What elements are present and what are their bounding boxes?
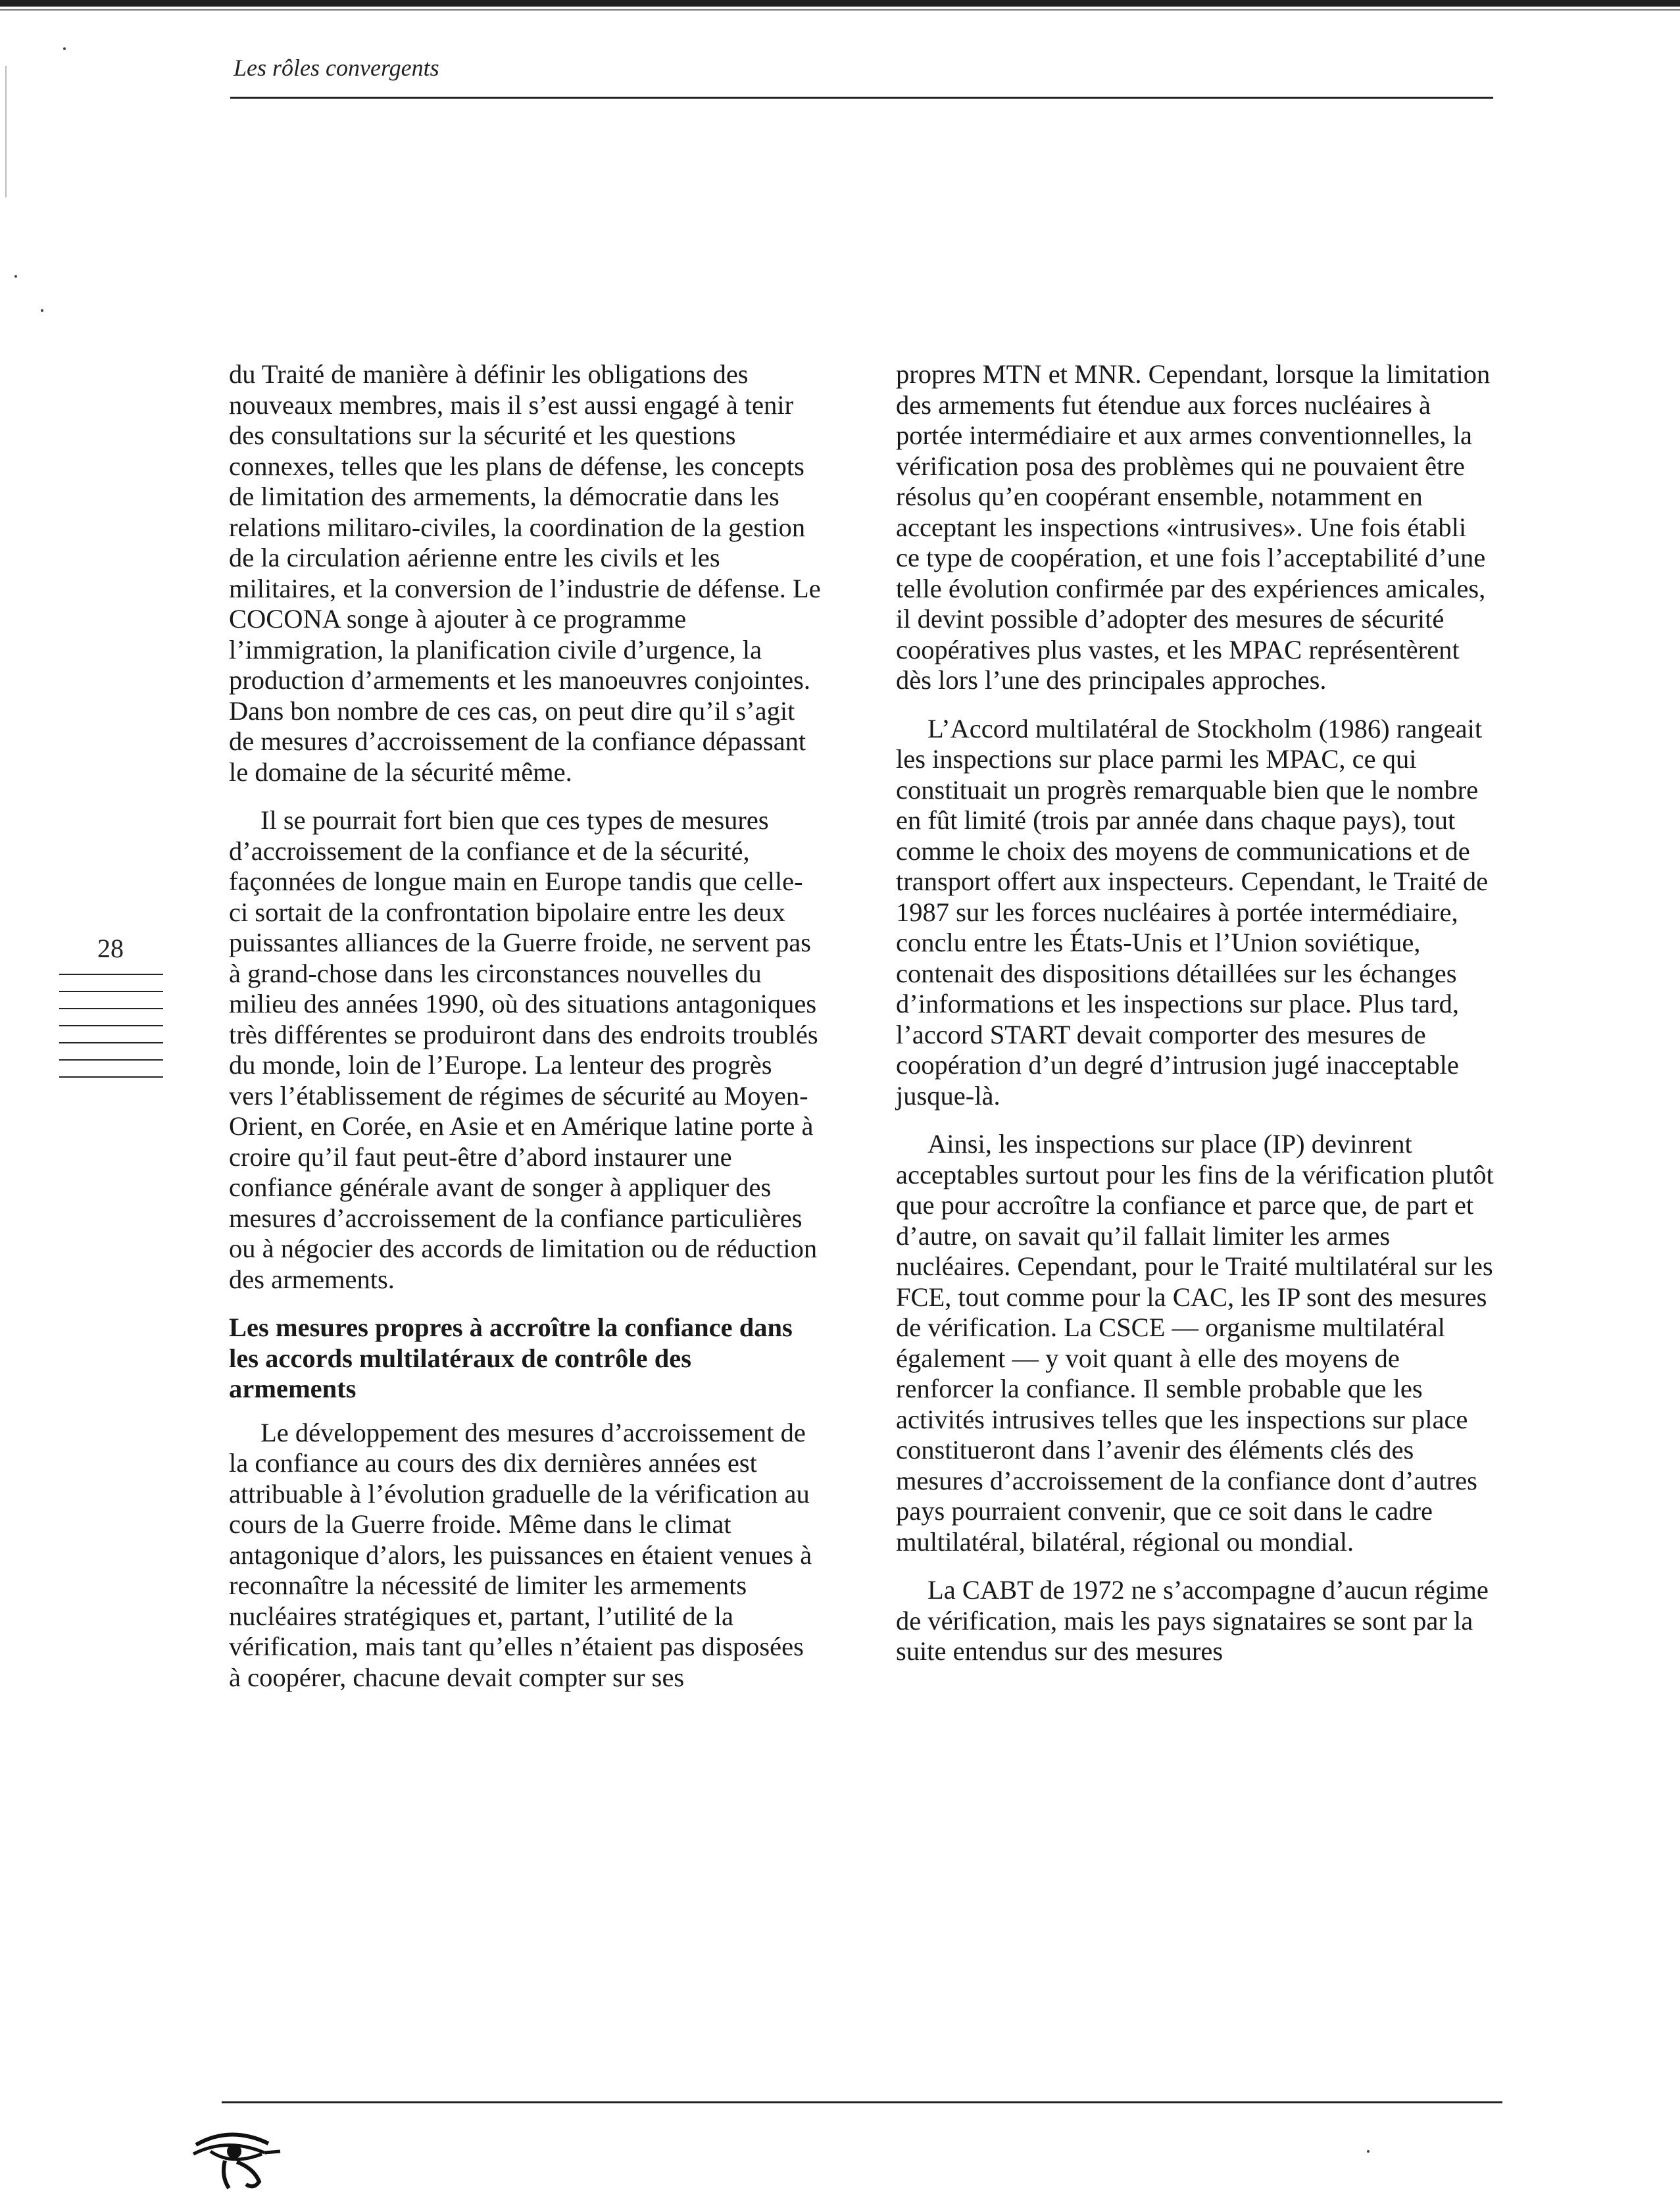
- margin-rule: [59, 1025, 163, 1026]
- footer-rule: [222, 2101, 1502, 2103]
- scan-speck: [1367, 2150, 1370, 2153]
- margin-rule: [59, 1042, 163, 1043]
- left-paragraph-2: Il se pourrait fort bien que ces types de mesures d’accroissement de la confiance et de la sécurité, façonnées de longue main en Europe tandis que celle-ci sortait de la confrontation bipolaire entre les deux puissantes alliances de la Guerre froide, ne servent pas à grand-chose dans les circonstances nouvelles du milieu des années 1990, où des situations antagoniques très différentes se produiront dans des endroits troublés du monde, loin de l’Europe. La lenteur des progrès vers l’établissement de régimes de sécurité au Moyen-Orient, en Corée, en Asie et en Amérique latine porte à croire qu’il faut peut-être d’abord instaurer une confiance générale avant de songer à appliquer des mesures d’accroissement de la confiance particulières ou à négocier des accords de limitation ou de réduction des armements.: [229, 805, 818, 1294]
- left-column: [229, 359, 821, 1711]
- right-paragraph-1: propres MTN et MNR. Cependant, lorsque la limitation des armements fut étendue aux forces nucléaires à portée intermédiaire et aux armes conventionnelles, la vérification posa des problèmes qui ne pouvaient être résolus qu’en coopérant ensemble, notamment en acceptant les inspections «intrusives». Une fois établi ce type de coopération, et une fois l’acceptabilité d’une telle évolution confirmée par des expériences amicales, il devint possible d’adopter des mesures de sécurité coopératives plus vastes, et les MPAC représentèrent dès lors l’une des principales approches.: [896, 359, 1491, 695]
- margin-rule: [59, 1076, 163, 1078]
- margin-rule: [59, 974, 163, 975]
- margin-rules: [59, 974, 163, 1093]
- left-paragraph-1: du Traité de manière à définir les obligations des nouveaux membres, mais il s’est aussi engagé à tenir des consultations sur la sécurité et les questions connexes, telles que les plans de défense, les concepts de limitation des armements, la démocratie dans les relations militaro-civiles, la coordination de la gestion de la circulation aérienne entre les civils et les militaires, et la conversion de l’industrie de défense. Le COCONA songe à ajouter à ce programme l’immigration, la planification civile d’urgence, la production d’armements et les manoeuvres conjointes. Dans bon nombre de ces cas, on peut dire qu’il s’agit de mesures d’accroissement de la confiance dépassant le domaine de la sécurité même.: [229, 359, 821, 787]
- running-title: Les rôles convergents: [234, 55, 439, 81]
- margin-rule: [59, 1008, 163, 1009]
- scan-speck: [14, 275, 17, 278]
- right-column: [896, 359, 1495, 1685]
- section-heading: Les mesures propres à accroître la confiance dans les accords multilatéraux de contrôle des armements: [229, 1313, 793, 1403]
- header-rule: [230, 97, 1493, 99]
- scan-speck: [63, 47, 66, 50]
- left-paragraph-3: Le développement des mesures d’accroissement de la confiance au cours des dix dernières années est attribuable à l’évolution graduelle de la vérification au cours de la Guerre froide. Même dans le climat antagonique d’alors, les puissances en étaient venues à reconnaître la nécessité de limiter les armements nucléaires stratégiques et, partant, l’utilité de la vérification, mais tant qu’elles n’étaient pas disposées à coopérer, chacune devait compter sur ses: [229, 1417, 812, 1692]
- margin-rule: [59, 1059, 163, 1061]
- scan-edge-left: [5, 66, 7, 197]
- right-paragraph-4: La CABT de 1972 ne s’accompagne d’aucun régime de vérification, mais les pays signataires se sont par la suite entendus sur des mesures: [896, 1575, 1489, 1666]
- scan-edge-top: [0, 0, 1680, 7]
- right-paragraph-2: L’Accord multilatéral de Stockholm (1986) rangeait les inspections sur place parmi les MPAC, ce qui constituait un progrès remarquable bien que le nombre en fût limité (trois par année dans chaque pays), tout comme le choix des moyens de communications et de transport offert aux inspecteurs. Cependant, le Traité de 1987 sur les forces nucléaires à portée intermédiaire, conclu entre les États-Unis et l’Union soviétique, contenait des dispositions détaillées sur les échanges d’informations et les inspections sur place. Plus tard, l’accord START devait comporter des mesures de coopération d’un degré d’intrusion jugé inacceptable jusque-là.: [896, 713, 1489, 1111]
- margin-rule: [59, 991, 163, 992]
- right-paragraph-3: Ainsi, les inspections sur place (IP) devinrent acceptables surtout pour les fins de la vérification plutôt que pour accroître la confiance et parce que, de part et d’autre, on savait qu’il fallait limiter les armes nucléaires. Cependant, pour le Traité multilatéral sur les FCE, tout comme pour la CAC, les IP sont des mesures de vérification. La CSCE — organisme multilatéral également — y voit quant à elle des moyens de renforcer la confiance. Il semble probable que les activités intrusives telles que les inspections sur place constitueront dans l’avenir des éléments clés des mesures d’accroissement de la confiance dont d’autres pays pourraient convenir, que ce soit dans le cadre multilatéral, bilatéral, régional ou mondial.: [896, 1129, 1494, 1557]
- eye-of-horus-icon: [191, 2125, 283, 2191]
- scan-speck: [41, 309, 43, 312]
- scan-edge-line: [0, 9, 1680, 11]
- page-number: 28: [97, 934, 124, 963]
